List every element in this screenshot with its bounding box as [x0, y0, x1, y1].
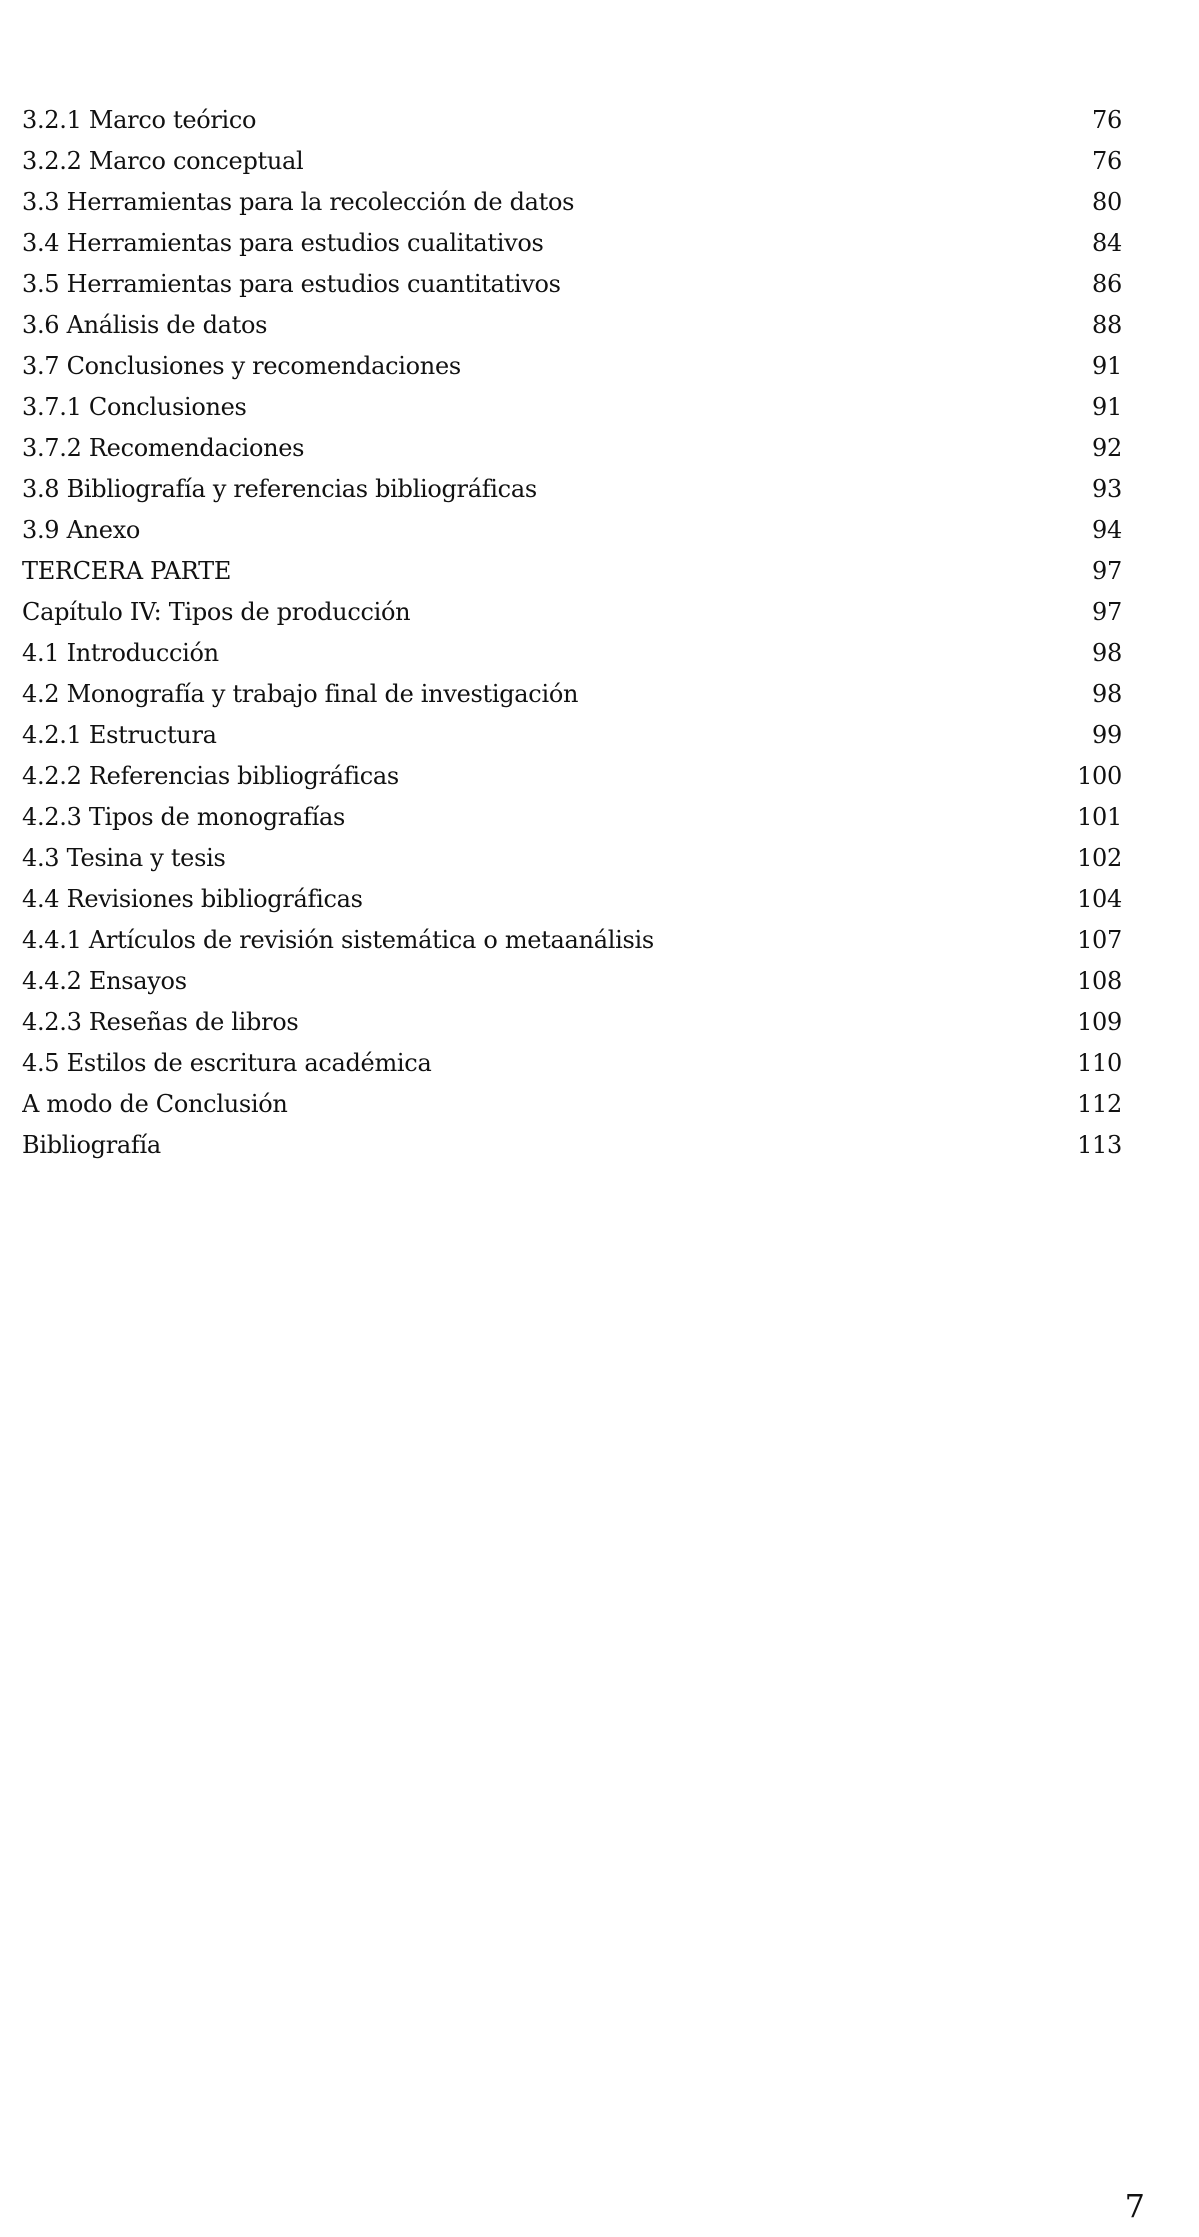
toc-entry[interactable] [22, 756, 1122, 797]
page-number: 7 [1124, 2187, 1145, 2225]
toc-entry[interactable] [22, 961, 1122, 1002]
toc-entry[interactable] [22, 551, 1122, 592]
toc-entry[interactable] [22, 223, 1122, 264]
toc-entry-page: 76 [1092, 147, 1122, 175]
toc-entry-page: 98 [1092, 639, 1122, 667]
toc-entry-title: 3.6 Análisis de datos [22, 311, 268, 339]
toc-entry-title: 4.4.2 Ensayos [22, 967, 187, 995]
toc-entry-title: 3.7.2 Recomendaciones [22, 434, 305, 462]
toc-entry-title: 4.4 Revisiones bibliográficas [22, 885, 363, 913]
toc-entry-title: 3.4 Herramientas para estudios cualitativos [22, 229, 544, 257]
toc-entry-title: A modo de Conclusión [22, 1090, 288, 1118]
toc-entry-title: 3.9 Anexo [22, 516, 141, 544]
toc-entry-page: 101 [1077, 803, 1122, 831]
toc-entry-page: 97 [1092, 598, 1122, 626]
toc-entry-title: 4.2.3 Reseñas de libros [22, 1008, 299, 1036]
toc-entry[interactable] [22, 1002, 1122, 1043]
toc-entry[interactable] [22, 633, 1122, 674]
toc-entry-title: 3.8 Bibliografía y referencias bibliográficas [22, 475, 537, 503]
table-of-contents [22, 100, 1122, 1166]
toc-entry-title: 4.5 Estilos de escritura académica [22, 1049, 432, 1077]
toc-entry-title: 3.7.1 Conclusiones [22, 393, 247, 421]
toc-entry-page: 94 [1092, 516, 1122, 544]
toc-entry[interactable] [22, 797, 1122, 838]
toc-entry[interactable] [22, 100, 1122, 141]
toc-entry-title: 4.2.3 Tipos de monografías [22, 803, 345, 831]
toc-entry-title: 3.3 Herramientas para la recolección de datos [22, 188, 575, 216]
toc-entry[interactable] [22, 838, 1122, 879]
toc-entry-page: 104 [1077, 885, 1122, 913]
toc-entry[interactable] [22, 141, 1122, 182]
toc-entry-page: 100 [1077, 762, 1122, 790]
toc-entry[interactable] [22, 346, 1122, 387]
toc-entry-page: 76 [1092, 106, 1122, 134]
toc-entry[interactable] [22, 1043, 1122, 1084]
toc-entry-title: 4.4.1 Artículos de revisión sistemática o metaanálisis [22, 926, 654, 954]
toc-entry-title: 3.5 Herramientas para estudios cuantitativos [22, 270, 561, 298]
toc-entry[interactable] [22, 305, 1122, 346]
toc-entry-page: 92 [1092, 434, 1122, 462]
toc-entry-title: Capítulo IV: Tipos de producción [22, 598, 411, 626]
toc-entry-page: 112 [1077, 1090, 1122, 1118]
toc-entry[interactable] [22, 715, 1122, 756]
toc-entry-page: 97 [1092, 557, 1122, 585]
toc-entry-title: TERCERA PARTE [22, 557, 232, 585]
toc-entry-page: 107 [1077, 926, 1122, 954]
toc-entry[interactable] [22, 469, 1122, 510]
toc-entry-page: 80 [1092, 188, 1122, 216]
toc-entry-title: Bibliografía [22, 1131, 161, 1159]
toc-entry-page: 113 [1077, 1131, 1122, 1159]
toc-entry[interactable] [22, 1125, 1122, 1166]
toc-entry-title: 4.2.2 Referencias bibliográficas [22, 762, 399, 790]
toc-entry-page: 109 [1077, 1008, 1122, 1036]
toc-entry[interactable] [22, 1084, 1122, 1125]
toc-entry[interactable] [22, 387, 1122, 428]
toc-entry-page: 102 [1077, 844, 1122, 872]
toc-entry-page: 84 [1092, 229, 1122, 257]
toc-entry-page: 110 [1077, 1049, 1122, 1077]
toc-entry-page: 86 [1092, 270, 1122, 298]
toc-entry-title: 4.2 Monografía y trabajo final de investigación [22, 680, 579, 708]
toc-entry-page: 99 [1092, 721, 1122, 749]
toc-entry-page: 98 [1092, 680, 1122, 708]
toc-entry-page: 88 [1092, 311, 1122, 339]
toc-entry-page: 93 [1092, 475, 1122, 503]
toc-entry-title: 4.2.1 Estructura [22, 721, 217, 749]
toc-entry[interactable] [22, 674, 1122, 715]
toc-entry-title: 3.7 Conclusiones y recomendaciones [22, 352, 461, 380]
toc-entry[interactable] [22, 510, 1122, 551]
toc-entry-page: 91 [1092, 352, 1122, 380]
toc-entry[interactable] [22, 920, 1122, 961]
toc-entry-title: 3.2.1 Marco teórico [22, 106, 257, 134]
toc-entry[interactable] [22, 264, 1122, 305]
toc-entry-page: 108 [1077, 967, 1122, 995]
toc-entry[interactable] [22, 182, 1122, 223]
toc-entry-title: 4.3 Tesina y tesis [22, 844, 226, 872]
toc-entry[interactable] [22, 879, 1122, 920]
toc-entry-page: 91 [1092, 393, 1122, 421]
toc-entry-title: 3.2.2 Marco conceptual [22, 147, 304, 175]
toc-entry[interactable] [22, 592, 1122, 633]
toc-entry[interactable] [22, 428, 1122, 469]
toc-entry-title: 4.1 Introducción [22, 639, 219, 667]
